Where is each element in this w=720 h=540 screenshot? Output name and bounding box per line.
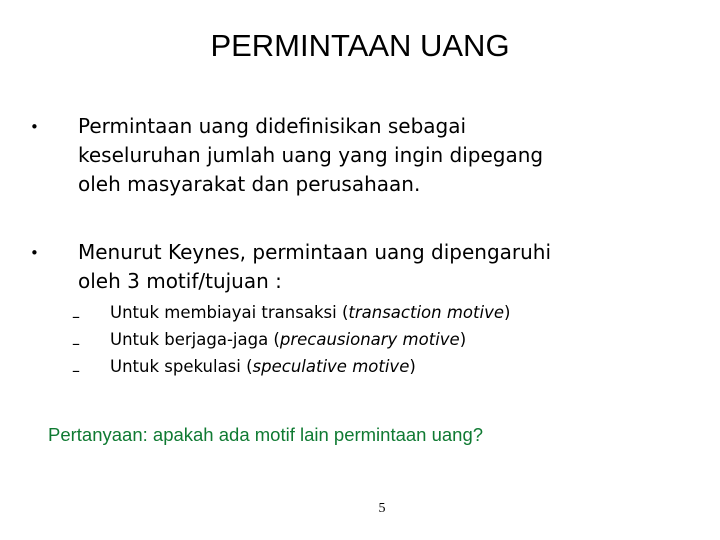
- sub-item-text: Untuk membiayai transaksi (: [110, 303, 349, 322]
- bullet-line: keseluruhan jumlah uang yang ingin dipegang: [78, 143, 544, 167]
- sub-item-italic: transaction motive: [348, 303, 504, 322]
- sub-item-text: Untuk spekulasi (: [110, 357, 253, 376]
- sub-item-suffix: ): [459, 330, 467, 349]
- question-text: Pertanyaan: apakah ada motif lain permintaan uang?: [48, 424, 484, 445]
- page-number: 5: [378, 501, 386, 516]
- bullet-line: Permintaan uang didefinisikan sebagai: [78, 114, 467, 138]
- sub-item-dash: –: [72, 334, 80, 353]
- sub-item-transaction: [110, 299, 670, 326]
- sub-item-precautionary: [110, 326, 670, 353]
- bullet-marker: •: [30, 118, 39, 136]
- sub-item-text: Untuk berjaga-jaga (: [110, 330, 280, 349]
- sub-item-dash: –: [72, 361, 80, 380]
- bullet-line: Menurut Keynes, permintaan uang dipengaruhi: [78, 240, 552, 264]
- sub-item-speculative: [110, 353, 670, 380]
- bullet-marker: •: [30, 244, 39, 262]
- slide-title: PERMINTAAN UANG: [210, 28, 510, 63]
- bullet-line: oleh masyarakat dan perusahaan.: [78, 172, 421, 196]
- sub-item-dash: –: [72, 307, 80, 326]
- sub-item-suffix: ): [503, 303, 511, 322]
- bullet-line: oleh 3 motif/tujuan :: [78, 269, 282, 293]
- sub-item-italic: precausionary motive: [279, 330, 460, 349]
- sub-item-suffix: ): [409, 357, 416, 376]
- sub-item-italic: speculative motive: [252, 357, 410, 376]
- bullet-text-definition: [78, 112, 678, 199]
- bullet-text-keynes: [78, 238, 678, 296]
